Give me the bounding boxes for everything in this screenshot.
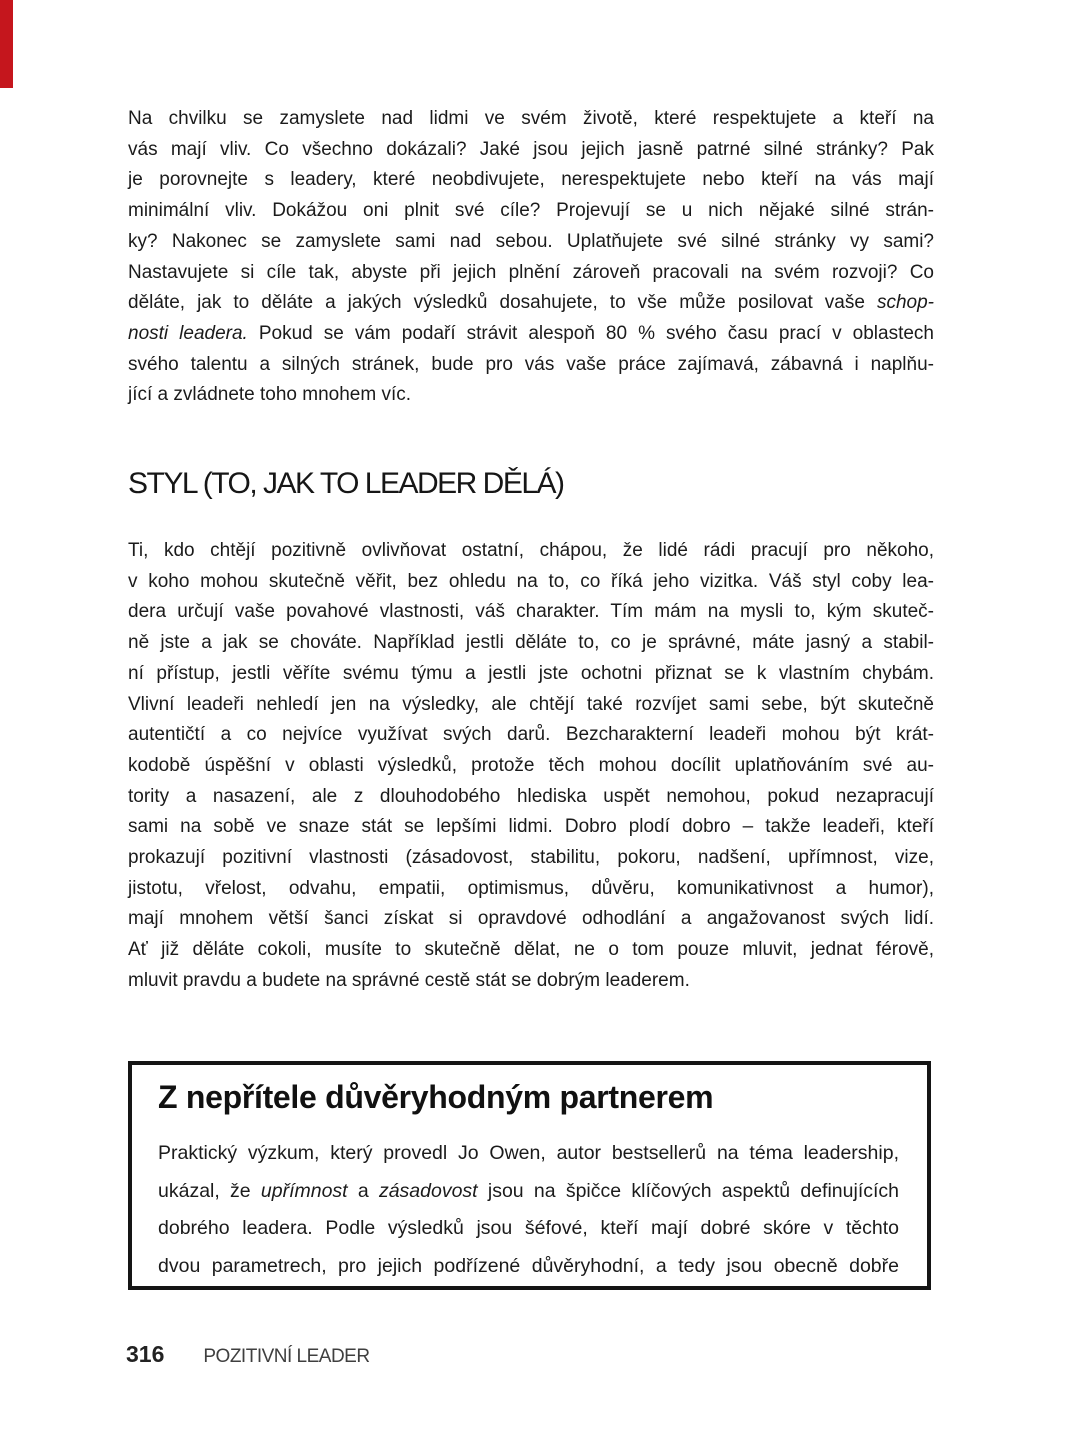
text-line: ně jste a jak se chováte. Například jestli děláte to, co je správné, máte jasný a stabil- (128, 632, 934, 654)
text-line: Vlivní leadeři nehledí jen na výsledky, ale chtějí také rozvíjet sami sebe, být skutečně (128, 693, 934, 715)
text-line: dera určují vaše povahové vlastnosti, váš charakter. Tím mám na mysli to, kým skuteč- (128, 601, 934, 623)
callout-paragraph (158, 1135, 899, 1285)
running-head-book-title: POZITIVNÍ LEADER (203, 1346, 370, 1367)
text-line: autentičtí a co nejvíce využívat svých darů. Bezcharakterní leadeři mohou být krát- (128, 724, 934, 746)
text-line: Ti, kdo chtějí pozitivně ovlivňovat ostatní, chápou, že lidé rádi pracují pro někoho, (128, 540, 934, 561)
callout-heading: Z nepřítele důvěryhodným partnerem (158, 1079, 714, 1115)
text-line: dobrého leadera. Podle výsledků jsou šéfové, kteří mají dobré skóre v těchto (158, 1217, 899, 1239)
text-line: ní přístup, jestli věříte svému týmu a jestli jste ochotni přiznat se k vlastním chybám. (128, 662, 934, 684)
text-line: minimální vliv. Dokážou oni plnit své cíle? Projevují se u nich nějaké silné strán- (128, 200, 934, 222)
text-line: Ať již děláte cokoli, musíte to skutečně dělat, ne o tom pouze mluvit, jednat férově, (128, 939, 934, 961)
text-line: v koho mohou skutečně věřit, bez ohledu na to, co říká jeho vizitka. Váš styl coby lea- (128, 570, 934, 592)
text-line: sami na sobě ve snaze stát se lepšími lidmi. Dobro plodí dobro – takže leadeři, kteří (128, 816, 934, 838)
text-line: tority a nasazení, ale z dlouhodobého hlediska uspět nemohou, pokud nezapracují (128, 785, 934, 807)
page-footer (126, 1341, 370, 1368)
text-line: mají mnohem větší šanci získat si opravdové odhodlání a angažovanost svých lidí. (128, 908, 934, 930)
text-line: ukázal, že upřímnost a zásadovost jsou na špičce klíčových aspektů definujících (158, 1179, 899, 1202)
text-line: jící a zvládnete toho mnohem víc. (128, 384, 412, 406)
text-line: Praktický výzkum, který provedl Jo Owen, autor bestsellerů na téma leadership, (158, 1142, 899, 1164)
text-line: kodobě úspěšní v oblasti výsledků, protože těch mohou docílit uplatňováním své au- (128, 754, 934, 776)
callout-box (128, 1061, 931, 1290)
intro-paragraph (128, 104, 934, 411)
style-paragraph (128, 536, 934, 997)
page-number: 316 (126, 1341, 165, 1367)
text-line: Nastavujete si cíle tak, abyste při jejich plnění zároveň pracovali na svém rozvoji? Co (128, 261, 934, 283)
text-line: děláte, jak to děláte a jakých výsledků dosahujete, to vše může posilovat vaše schop- (128, 292, 934, 314)
text-line: jistotu, vřelost, odvahu, empatii, optimismus, důvěru, komunikativnost a humor), (128, 877, 934, 899)
text-line: prokazují pozitivní vlastnosti (zásadovost, stabilitu, pokoru, nadšení, upřímnost, vize, (128, 847, 934, 869)
text-line: dvou parametrech, pro jejich podřízené důvěryhodní, a tedy jsou obecně dobře (158, 1254, 899, 1277)
text-line: Na chvilku se zamyslete nad lidmi ve svém životě, které respektujete a kteří na (128, 108, 934, 129)
text-line: nosti leadera. Pokud se vám podaří strávit alespoň 80 % svého času prací v oblastech (128, 322, 935, 344)
section-heading: STYL (TO, JAK TO LEADER DĚLÁ) (128, 467, 564, 500)
text-line: ky? Nakonec se zamyslete sami nad sebou. Uplatňujete své silné stránky vy sami? (128, 230, 934, 252)
text-line: vás mají vliv. Co všechno dokázali? Jaké jsou jejich jasně patrné silné stránky? Pak (128, 138, 934, 160)
text-line: je porovnejte s leadery, které neobdivujete, nerespektujete nebo kteří na vás mají (128, 169, 934, 191)
text-line: svého talentu a silných stránek, bude pro vás vaše práce zajímavá, zábavná i naplňu- (128, 353, 934, 375)
text-line: mluvit pravdu a budete na správné cestě stát se dobrým leaderem. (128, 969, 690, 991)
page-edge-marker (0, 0, 13, 88)
